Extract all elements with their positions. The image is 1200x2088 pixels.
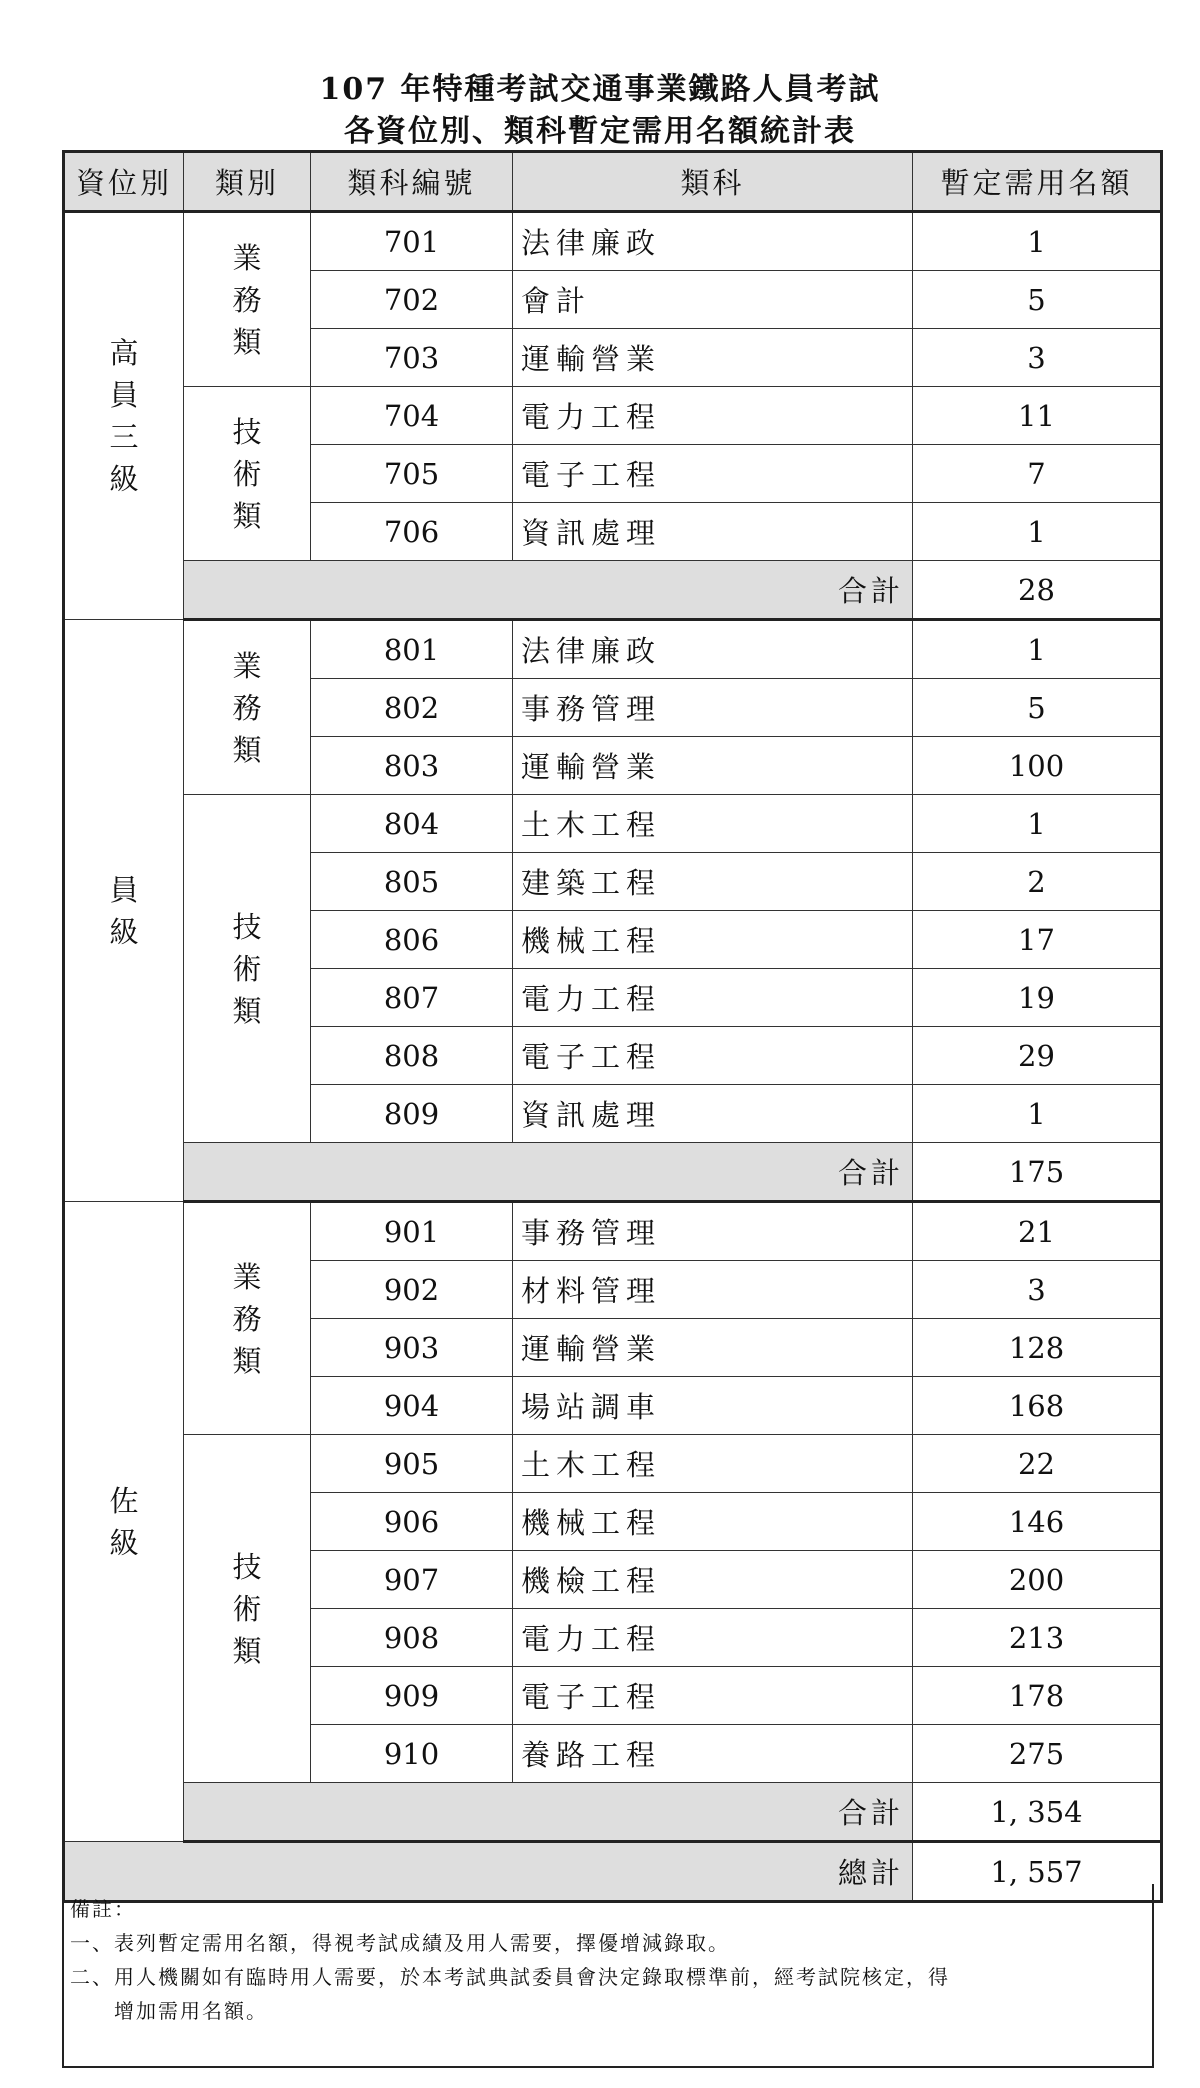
subject-name-cell: 資訊處理 bbox=[513, 1085, 913, 1143]
header-grade: 資位別 bbox=[64, 152, 184, 212]
quota-count-cell: 3 bbox=[913, 329, 1162, 387]
quota-count-cell: 1 bbox=[913, 503, 1162, 561]
quota-count-cell: 5 bbox=[913, 679, 1162, 737]
subject-code-cell: 705 bbox=[311, 445, 513, 503]
subtotal-label: 合計 bbox=[184, 1783, 913, 1842]
vertical-char: 級 bbox=[109, 462, 139, 496]
vertical-char: 技 bbox=[232, 1549, 262, 1584]
subtotal-label: 合計 bbox=[184, 561, 913, 620]
quota-count-cell: 21 bbox=[913, 1202, 1162, 1261]
vertical-char: 業 bbox=[232, 648, 262, 683]
vertical-char: 術 bbox=[232, 456, 262, 491]
vertical-char: 類 bbox=[232, 1633, 262, 1668]
vertical-char: 三 bbox=[109, 420, 139, 454]
table-row bbox=[64, 795, 1162, 853]
subject-code-cell: 910 bbox=[311, 1725, 513, 1783]
subject-code-cell: 803 bbox=[311, 737, 513, 795]
category-cell bbox=[184, 1435, 311, 1783]
quota-count-cell: 168 bbox=[913, 1377, 1162, 1435]
table-row bbox=[64, 1202, 1162, 1261]
vertical-char: 技 bbox=[232, 909, 262, 944]
subject-name-cell: 運輸營業 bbox=[513, 737, 913, 795]
quota-count-cell: 2 bbox=[913, 853, 1162, 911]
vertical-char: 高 bbox=[109, 336, 139, 370]
note-item-2: 二、用人機關如有臨時用人需要，於本考試典試委員會決定錄取標準前，經考試院核定，得 bbox=[70, 1965, 950, 1989]
grand-total-label: 總計 bbox=[64, 1842, 913, 1902]
subtotal-row bbox=[64, 1143, 1162, 1202]
quota-count-cell: 22 bbox=[913, 1435, 1162, 1493]
table-row bbox=[64, 1435, 1162, 1493]
subject-code-cell: 905 bbox=[311, 1435, 513, 1493]
quota-count-cell: 178 bbox=[913, 1667, 1162, 1725]
quota-count-cell: 146 bbox=[913, 1493, 1162, 1551]
subject-name-cell: 電子工程 bbox=[513, 1667, 913, 1725]
table-header-row bbox=[64, 152, 1162, 212]
quota-count-cell: 275 bbox=[913, 1725, 1162, 1783]
header-category: 類別 bbox=[184, 152, 311, 212]
subject-code-cell: 802 bbox=[311, 679, 513, 737]
notes-heading: 備註： bbox=[70, 1897, 136, 1921]
subject-name-cell: 機械工程 bbox=[513, 911, 913, 969]
quota-count-cell: 11 bbox=[913, 387, 1162, 445]
subject-code-cell: 703 bbox=[311, 329, 513, 387]
subject-name-cell: 法律廉政 bbox=[513, 620, 913, 679]
quota-count-cell: 7 bbox=[913, 445, 1162, 503]
table-body bbox=[64, 212, 1162, 1902]
header-code: 類科編號 bbox=[311, 152, 513, 212]
subtotal-row bbox=[64, 561, 1162, 620]
grade-cell bbox=[64, 212, 184, 620]
vertical-char: 類 bbox=[232, 498, 262, 533]
vertical-char: 業 bbox=[232, 1259, 262, 1294]
grade-cell bbox=[64, 1202, 184, 1842]
subject-name-cell: 建築工程 bbox=[513, 853, 913, 911]
header-count: 暫定需用名額 bbox=[913, 152, 1162, 212]
subject-code-cell: 809 bbox=[311, 1085, 513, 1143]
note-item-2-continued: 增加需用名額。 bbox=[114, 1999, 268, 2023]
vertical-char: 務 bbox=[232, 1301, 262, 1336]
subject-name-cell: 機械工程 bbox=[513, 1493, 913, 1551]
quota-count-cell: 19 bbox=[913, 969, 1162, 1027]
quota-count-cell: 100 bbox=[913, 737, 1162, 795]
subject-code-cell: 906 bbox=[311, 1493, 513, 1551]
quota-count-cell: 17 bbox=[913, 911, 1162, 969]
subject-name-cell: 會計 bbox=[513, 271, 913, 329]
grade-cell bbox=[64, 620, 184, 1202]
grand-total-value: 1, 557 bbox=[913, 1842, 1162, 1902]
subject-name-cell: 場站調車 bbox=[513, 1377, 913, 1435]
vertical-char: 級 bbox=[109, 1525, 139, 1560]
subject-code-cell: 808 bbox=[311, 1027, 513, 1085]
subtotal-label: 合計 bbox=[184, 1143, 913, 1202]
quota-table bbox=[62, 150, 1163, 1903]
document-title: 107 年特種考試交通事業鐵路人員考試 bbox=[319, 72, 881, 107]
note-item-1: 一、表列暫定需用名額，得視考試成績及用人需要，擇優增減錄取。 bbox=[70, 1931, 730, 1955]
category-cell bbox=[184, 212, 311, 387]
subject-code-cell: 704 bbox=[311, 387, 513, 445]
quota-count-cell: 1 bbox=[913, 795, 1162, 853]
subtotal-value: 1, 354 bbox=[913, 1783, 1162, 1842]
subject-code-cell: 706 bbox=[311, 503, 513, 561]
category-cell bbox=[184, 387, 311, 561]
subject-name-cell: 電子工程 bbox=[513, 445, 913, 503]
vertical-char: 類 bbox=[232, 732, 262, 767]
subject-code-cell: 903 bbox=[311, 1319, 513, 1377]
quota-count-cell: 1 bbox=[913, 620, 1162, 679]
category-cell bbox=[184, 1202, 311, 1435]
subject-name-cell: 運輸營業 bbox=[513, 329, 913, 387]
subject-name-cell: 資訊處理 bbox=[513, 503, 913, 561]
subtotal-value: 175 bbox=[913, 1143, 1162, 1202]
subject-code-cell: 908 bbox=[311, 1609, 513, 1667]
subject-name-cell: 電子工程 bbox=[513, 1027, 913, 1085]
subject-name-cell: 事務管理 bbox=[513, 679, 913, 737]
subject-code-cell: 902 bbox=[311, 1261, 513, 1319]
subject-name-cell: 法律廉政 bbox=[513, 212, 913, 271]
subject-code-cell: 805 bbox=[311, 853, 513, 911]
subject-code-cell: 804 bbox=[311, 795, 513, 853]
vertical-char: 技 bbox=[232, 414, 262, 449]
quota-count-cell: 5 bbox=[913, 271, 1162, 329]
subject-name-cell: 電力工程 bbox=[513, 969, 913, 1027]
vertical-char: 務 bbox=[232, 690, 262, 725]
quota-count-cell: 128 bbox=[913, 1319, 1162, 1377]
quota-count-cell: 200 bbox=[913, 1551, 1162, 1609]
subject-code-cell: 907 bbox=[311, 1551, 513, 1609]
vertical-char: 級 bbox=[109, 914, 139, 949]
vertical-char: 術 bbox=[232, 1591, 262, 1626]
subject-code-cell: 801 bbox=[311, 620, 513, 679]
subject-name-cell: 材料管理 bbox=[513, 1261, 913, 1319]
vertical-char: 類 bbox=[232, 1343, 262, 1378]
vertical-char: 類 bbox=[232, 324, 262, 359]
subject-name-cell: 機檢工程 bbox=[513, 1551, 913, 1609]
notes-section bbox=[62, 1884, 1154, 2068]
subject-name-cell: 電力工程 bbox=[513, 387, 913, 445]
quota-count-cell: 213 bbox=[913, 1609, 1162, 1667]
subject-name-cell: 事務管理 bbox=[513, 1202, 913, 1261]
subject-code-cell: 909 bbox=[311, 1667, 513, 1725]
category-cell bbox=[184, 795, 311, 1143]
vertical-char: 業 bbox=[232, 240, 262, 275]
subject-code-cell: 702 bbox=[311, 271, 513, 329]
subject-name-cell: 養路工程 bbox=[513, 1725, 913, 1783]
subject-code-cell: 901 bbox=[311, 1202, 513, 1261]
document-subtitle: 各資位別、類科暫定需用名額統計表 bbox=[344, 114, 856, 149]
subject-code-cell: 904 bbox=[311, 1377, 513, 1435]
quota-count-cell: 29 bbox=[913, 1027, 1162, 1085]
table-row bbox=[64, 620, 1162, 679]
vertical-char: 類 bbox=[232, 993, 262, 1028]
vertical-char: 術 bbox=[232, 951, 262, 986]
vertical-char: 佐 bbox=[109, 1483, 139, 1518]
quota-count-cell: 1 bbox=[913, 212, 1162, 271]
subject-name-cell: 土木工程 bbox=[513, 1435, 913, 1493]
subtotal-row bbox=[64, 1783, 1162, 1842]
vertical-char: 員 bbox=[109, 872, 139, 907]
subject-name-cell: 運輸營業 bbox=[513, 1319, 913, 1377]
subject-code-cell: 701 bbox=[311, 212, 513, 271]
subject-name-cell: 土木工程 bbox=[513, 795, 913, 853]
vertical-char: 員 bbox=[109, 378, 139, 412]
table-row bbox=[64, 387, 1162, 445]
table-row bbox=[64, 212, 1162, 271]
vertical-char: 務 bbox=[232, 282, 262, 317]
quota-count-cell: 3 bbox=[913, 1261, 1162, 1319]
quota-count-cell: 1 bbox=[913, 1085, 1162, 1143]
category-cell bbox=[184, 620, 311, 795]
subtotal-value: 28 bbox=[913, 561, 1162, 620]
subject-code-cell: 806 bbox=[311, 911, 513, 969]
header-subject: 類科 bbox=[513, 152, 913, 212]
subject-code-cell: 807 bbox=[311, 969, 513, 1027]
subject-name-cell: 電力工程 bbox=[513, 1609, 913, 1667]
